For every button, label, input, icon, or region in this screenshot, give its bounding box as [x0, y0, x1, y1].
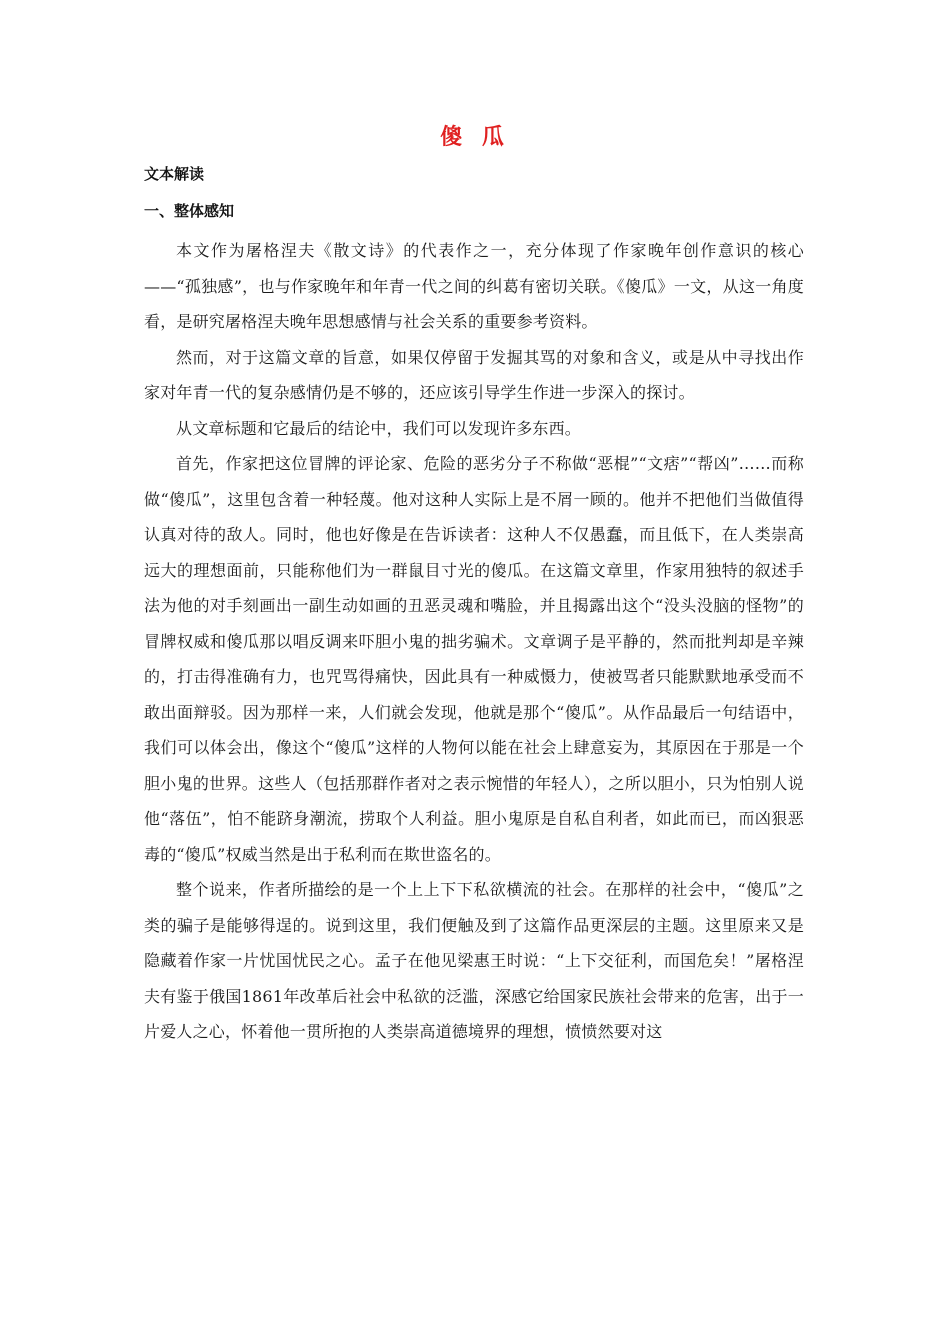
paragraph: 整个说来，作者所描绘的是一个上上下下私欲横流的社会。在那样的社会中，“傻瓜”之类的骗子是能够得逞的。说到这里，我们便触及到了这篇作品更深层的主题。这里原来又是隐藏着作家一片忧国忧民之心。孟子在他见梁惠王时说：“上下交征利，而国危矣！”屠格涅夫有鉴于俄国1861年改革后社会中私欲的泛滥，深感它给国家民族社会带来的危害，出于一片爱人之心，怀着他一贯所抱的人类崇高道德境界的理想，愤愤然要对这	[144, 880, 804, 1041]
paragraph: 然而，对于这篇文章的旨意，如果仅停留于发掘其骂的对象和含义，或是从中寻找出作家对年青一代的复杂感情仍是不够的，还应该引导学生作进一步深入的探讨。	[144, 347, 804, 402]
section-heading: 文本解读	[144, 165, 205, 183]
paragraph: 首先，作家把这位冒牌的评论家、危险的恶劣分子不称做“恶棍”“文痞”“帮凶”……而称做“傻瓜”，这里包含着一种轻蔑。他对这种人实际上是不屑一顾的。他并不把他们当做值得认真对待的敌人。同时，他也好像是在告诉读者：这种人不仅愚蠢，而且低下，在人类崇高远大的理想面前，只能称他们为一群鼠目寸光的傻瓜。在这篇文章里，作家用独特的叙述手法为他的对手刻画出一副生动如画的丑恶灵魂和嘴脸，并且揭露出这个“没头没脑的怪物”的冒牌权威和傻瓜那以唱反调来吓胆小鬼的拙劣骗术。文章调子是平静的，然而批判却是辛辣的，打击得准确有力，也咒骂得痛快，因此具有一种威慑力，使被骂者只能默默地承受而不敢出面辩驳。因为那样一来，人们就会发现，他就是那个“傻瓜”。从作品最后一句结语中，我们可以体会出，像这个“傻瓜”这样的人物何以能在社会上肆意妄为，其原因在于那是一个胆小鬼的世界。这些人（包括那群作者对之表示惋惜的年轻人），之所以胆小，只为怕别人说他“落伍”，怕不能跻身潮流，捞取个人利益。胆小鬼原是自私自利者，如此而已，而凶狠恶毒的“傻瓜”权威当然是出于私利而在欺世盗名的。	[144, 454, 804, 864]
paragraph: 从文章标题和它最后的结论中，我们可以发现许多东西。	[176, 418, 582, 438]
paragraph: 本文作为屠格涅夫《散文诗》的代表作之一，充分体现了作家晚年创作意识的核心——“孤独感”，也与作家晚年和年青一代之间的纠葛有密切关联。《傻瓜》一文，从这一角度看，是研究屠格涅夫晚年思想感情与社会关系的重要参考资料。	[144, 241, 804, 331]
body-text	[144, 233, 804, 1050]
document-title: 傻 瓜	[440, 124, 510, 150]
subsection-heading: 一、整体感知	[144, 202, 235, 220]
